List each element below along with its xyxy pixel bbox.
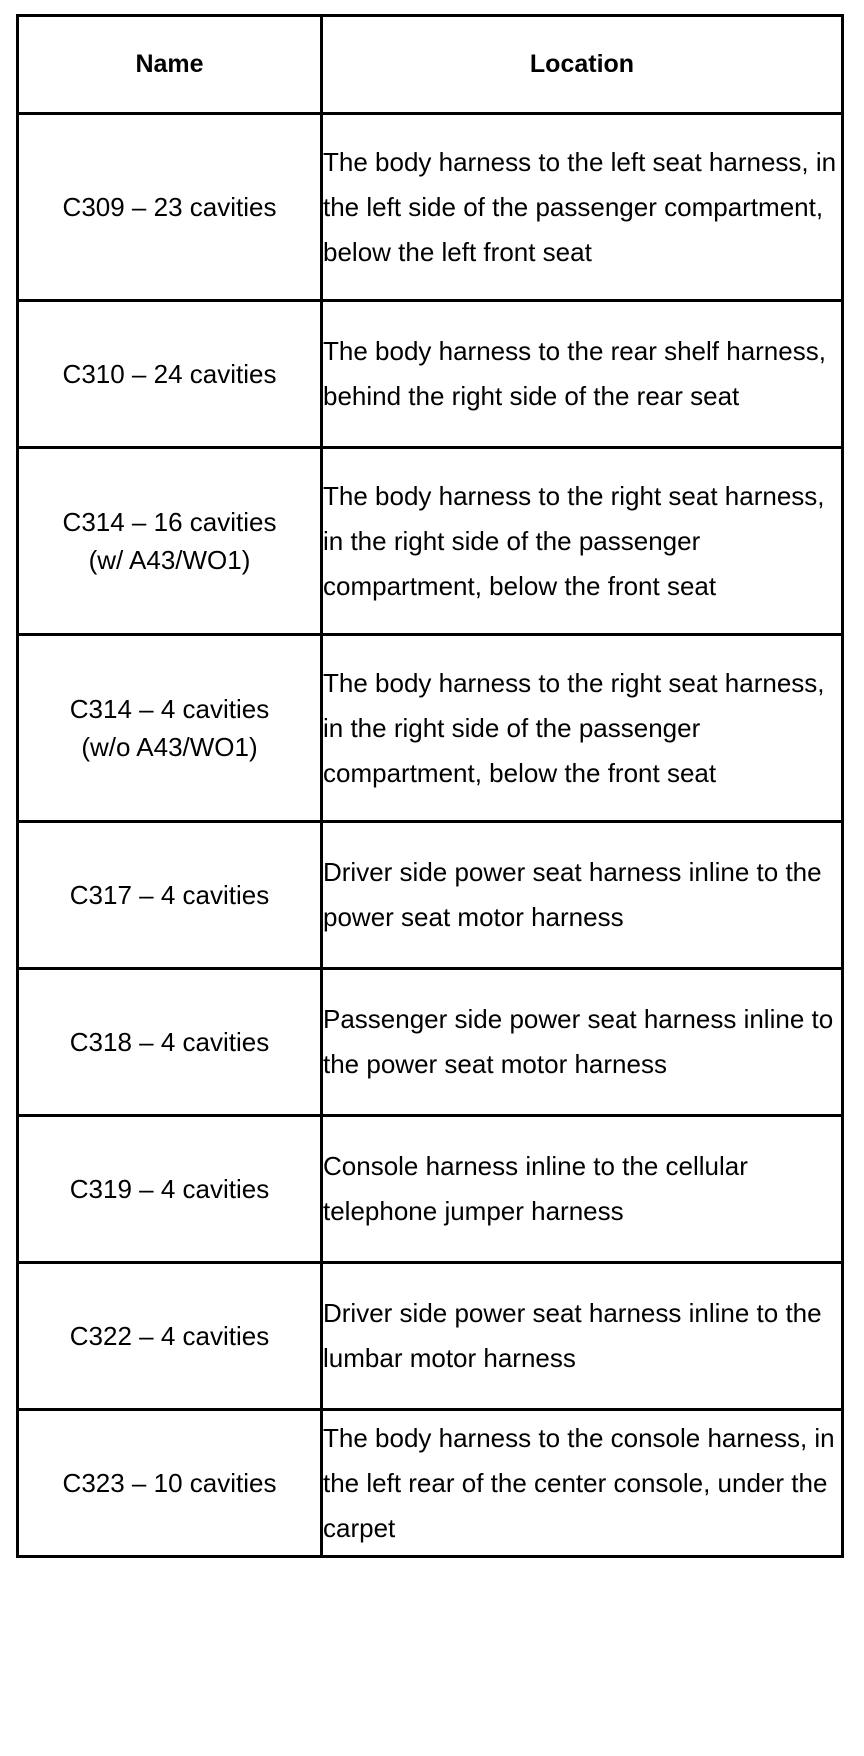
- connector-option: (w/ A43/WO1): [88, 545, 251, 575]
- connector-location: The body harness to the right seat harness, in the right side of the passenger compartment, below the front seat: [322, 448, 843, 635]
- connector-table: [16, 14, 844, 1558]
- connector-location: The body harness to the right seat harness, in the right side of the passenger compartment, below the front seat: [322, 635, 843, 822]
- connector-name: C322 – 4 cavities: [69, 1321, 270, 1351]
- connector-name-cell: [18, 301, 322, 448]
- column-header-location: Location: [322, 16, 843, 114]
- connector-location: Driver side power seat harness inline to the lumbar motor harness: [322, 1263, 843, 1410]
- table-row: [18, 822, 843, 969]
- table-row: [18, 969, 843, 1116]
- connector-name: C314 – 16 cavities: [62, 507, 277, 537]
- table-row: [18, 635, 843, 822]
- connector-name: C319 – 4 cavities: [69, 1174, 270, 1204]
- connector-location: Passenger side power seat harness inline to the power seat motor harness: [322, 969, 843, 1116]
- connector-name: C318 – 4 cavities: [69, 1027, 270, 1057]
- column-header-name: Name: [18, 16, 322, 114]
- table-row: [18, 448, 843, 635]
- connector-name-cell: [18, 1410, 322, 1557]
- connector-name-cell: [18, 114, 322, 301]
- connector-name: C317 – 4 cavities: [69, 880, 270, 910]
- connector-location: Driver side power seat harness inline to the power seat motor harness: [322, 822, 843, 969]
- connector-name-cell: [18, 969, 322, 1116]
- connector-location: The body harness to the rear shelf harness, behind the right side of the rear seat: [322, 301, 843, 448]
- connector-name: C309 – 23 cavities: [62, 192, 277, 222]
- table-header-row: [18, 16, 843, 114]
- table-row: [18, 1410, 843, 1557]
- connector-name-cell: [18, 1263, 322, 1410]
- connector-name: C314 – 4 cavities: [69, 694, 270, 724]
- connector-name: C310 – 24 cavities: [62, 359, 277, 389]
- connector-option: (w/o A43/WO1): [81, 732, 258, 762]
- connector-name-cell: [18, 1116, 322, 1263]
- connector-name-cell: [18, 635, 322, 822]
- connector-name-cell: [18, 822, 322, 969]
- table-row: [18, 1263, 843, 1410]
- table-row: [18, 114, 843, 301]
- connector-location: Console harness inline to the cellular telephone jumper harness: [322, 1116, 843, 1263]
- table-row: [18, 301, 843, 448]
- connector-name-cell: [18, 448, 322, 635]
- connector-location: The body harness to the console harness, in the left rear of the center console, under the carpet: [322, 1410, 843, 1557]
- table-row: [18, 1116, 843, 1263]
- connector-location: The body harness to the left seat harness, in the left side of the passenger compartment, below the left front seat: [322, 114, 843, 301]
- connector-name: C323 – 10 cavities: [62, 1468, 277, 1498]
